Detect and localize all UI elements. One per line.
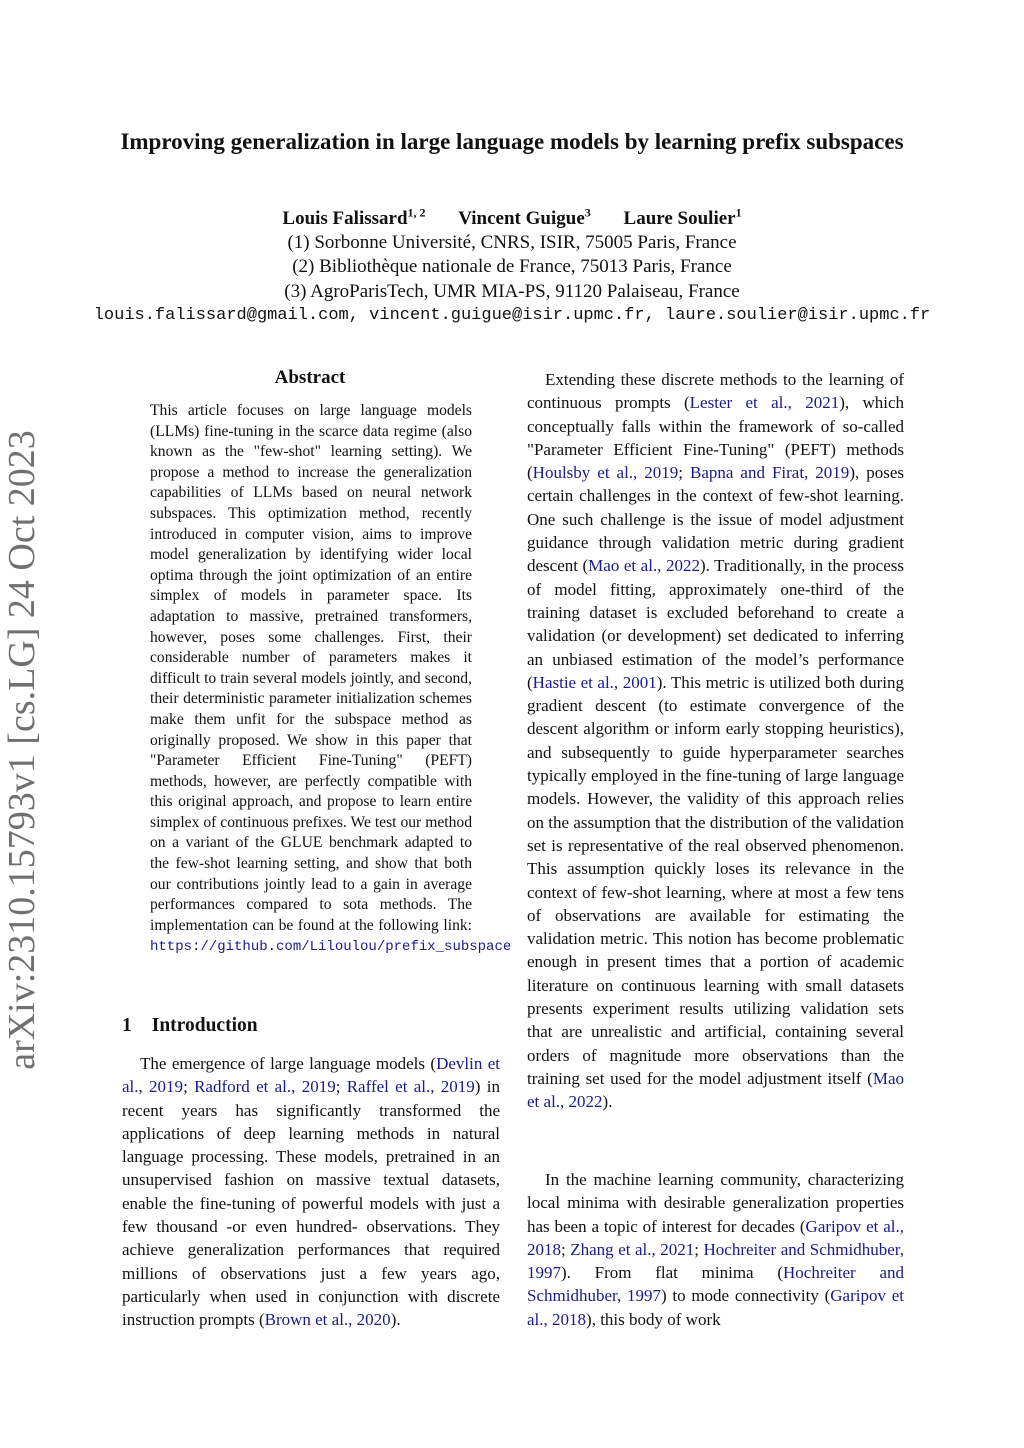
paper-title: Improving generalization in large language models by learning prefix subspaces (120, 129, 904, 154)
citation-link[interactable]: Mao et al., 2022 (527, 1068, 904, 1112)
code-link[interactable]: https://github.com/Liloulou/prefix_subspace (150, 939, 512, 956)
body-paragraph: In the machine learning community, characterizing local minima with desirable generalization properties has been a topic of interest for decades (Garipov et al., 2018; Zhang et al., 2021; Hochreiter and Schmidhuber, 1997). From flat minima (Hochreiter and Schmidhuber, 1997) to mode connectivity (Garipov et al., 2018), this body of work (527, 1170, 904, 1329)
citation-link[interactable]: Garipov et al., 2018 (527, 1286, 904, 1329)
citation-link[interactable]: Houlsby et al., 2019 (532, 463, 679, 483)
citation-link[interactable]: Lester et al., 2021 (689, 393, 840, 413)
affiliation: (1) Sorbonne Université, CNRS, ISIR, 75005 Paris, France (287, 232, 737, 253)
citation-link[interactable]: Radford et al., 2019 (194, 1077, 336, 1097)
section-heading: 1 Introduction (122, 1015, 258, 1036)
right-column-paragraph-2 (527, 1168, 904, 1331)
author-emails: louis.falissard@gmail.com, vincent.guigue@isir.upmc.fr, laure.soulier@isir.upmc.fr (93, 306, 931, 325)
right-column-paragraph-1 (527, 368, 904, 1114)
author-list (100, 206, 924, 230)
citation-link[interactable]: Hastie et al., 2001 (532, 672, 657, 692)
citation-link[interactable]: Hochreiter and Schmidhuber, 1997 (527, 1239, 904, 1283)
citation-link[interactable]: Brown et al., 2020 (264, 1310, 391, 1330)
author: Vincent Guigue$^3$ (458, 206, 591, 230)
body-paragraph: Extending these discrete methods to the learning of continuous prompts (Lester et al., 2021), which conceptually falls within the framework of so-called "Parameter Efficient Fine-Tuning" (PEFT) methods (Houlsby et al., 2019; Bapna and Firat, 2019), poses certain challenges in the context of few-shot learning. One such challenge is the issue of model adjustment guidance through validation metric during gradient descent (Mao et al., 2022). Traditionally, in the process of model fitting, approximately one-third of the training dataset is excluded beforehand to create a validation (or development) set dedicated to inferring an unbiased estimation of the model’s performance (Hastie et al., 2001). This metric is utilized both during gradient descent (to estimate convergence of the descent algorithm or inform early stopping heuristics), and subsequently to guide hyperparameter searches typically employed in the fine-tuning of large language models. However, the validity of this approach relies on the assumption that the distribution of the validation set is representative of the real observed phenomenon. This assumption quickly loses its relevance in the context of few-shot learning, where at most a few tens of observations are available for estimating the validation metric. This notion has become problematic enough in present times that a portion of academic literature on continuous learning with small datasets presents experiment results utilizing validation sets that are unrealistic and artificial, containing several orders of magnitude more observations than the training set used for the model adjustment itself (Mao et al., 2022). (527, 370, 904, 1112)
author: Laure Soulier$^1$ (623, 206, 742, 230)
citation-link[interactable]: Garipov et al., 2018 (527, 1216, 904, 1259)
intro-left-column (122, 1052, 500, 1332)
abstract-heading: Abstract (274, 367, 346, 388)
affiliation: (2) Bibliothèque nationale de France, 75013 Paris, France (292, 256, 732, 277)
intro-paragraph: The emergence of large language models (Devlin et al., 2019; Radford et al., 2019; Raffel et al., 2019) in recent years has significantly transformed the applications of deep learning methods in natural language processing. These models, pretrained in an unsupervised fashion on massive textual datasets, enable the fine-tuning of powerful models with just a few thousand -or even hundred- observations. They achieve generalization performances that required millions of observations just a few years ago, particularly when used in conjunction with discrete instruction prompts (Brown et al., 2020). (122, 1054, 500, 1330)
citation-link[interactable]: Zhang et al., 2021 (570, 1239, 695, 1259)
citation-link[interactable]: Bapna and Firat, 2019 (690, 463, 850, 483)
abstract-body: This article focuses on large language models (LLMs) fine-tuning in the scarce data regime (also known as the "few-shot" learning setting). We propose a method to increase the generalization capabilities of LLMs based on neural network subspaces. This optimization method, recently introduced in computer vision, aims to improve model generalization by identifying wider local optima through the joint optimization of an entire simplex of models in parameter space. Its adaptation to massive, pretrained transformers, however, poses some challenges. First, their considerable number of parameters makes it difficult to train several models jointly, and second, their deterministic parameter initialization schemes make them unfit for the subspace method as originally proposed. We show in this paper that "Parameter Efficient Fine-Tuning" (PEFT) methods, however, are perfectly compatible with this original approach, and propose to learn entire simplex of continuous prefixes. We test our method on a variant of the GLUE benchmark adapted to the few-shot learning setting, and show that both our contributions jointly lead to a gain in average performances compared to sota methods. The implementation can be found at the following link: https://github.com/Liloulou/prefix_subspace (150, 402, 512, 956)
citation-link[interactable]: Raffel et al., 2019 (346, 1077, 475, 1097)
citation-link[interactable]: Devlin et al., 2019 (122, 1054, 500, 1097)
affiliation: (3) AgroParisTech, UMR MIA-PS, 91120 Palaiseau, France (284, 281, 740, 302)
author: Louis Falissard$^{1, 2}$ (282, 206, 426, 230)
citation-link[interactable]: Mao et al., 2022 (588, 556, 700, 576)
citation-link[interactable]: Hochreiter and Schmidhuber, 1997 (527, 1263, 904, 1306)
